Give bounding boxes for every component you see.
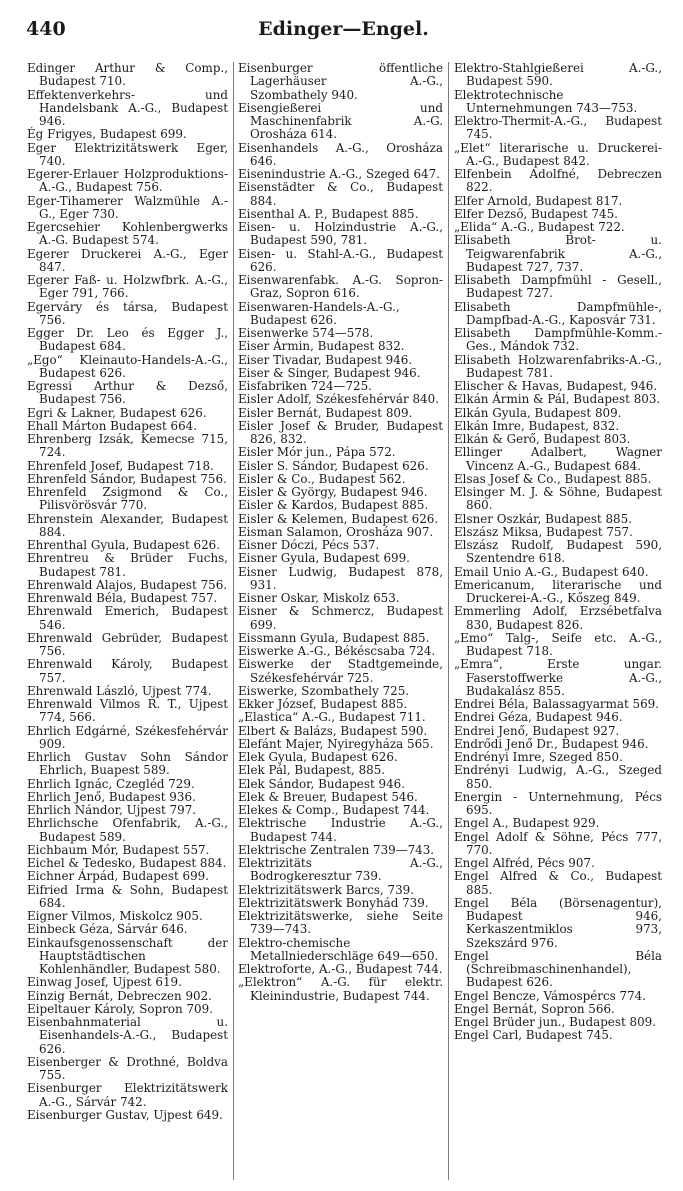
directory-entry: Eisner Ludwig, Budapest 878, 931. — [238, 564, 443, 592]
directory-entry: Eiswerke der Stadtgemeinde, Székesfehérvár 725. — [238, 657, 443, 685]
directory-entry: Elisabeth Dampfmühl - Gesell., Budapest 727. — [454, 273, 662, 301]
directory-entry: Eisner Gyula, Budapest 699. — [238, 551, 410, 566]
directory-entry: Ehrenberg Izsák, Kemecse 715, 724. — [27, 432, 228, 460]
directory-entry: Ehrenwald Gebrüder, Budapest 756. — [27, 630, 228, 658]
directory-entry: Engel A., Budapest 929. — [454, 816, 600, 831]
directory-entry: Eger Elektrizitätswerk Eger, 740. — [27, 140, 228, 168]
directory-entry: Eisenstädter & Co., Budapest 884. — [238, 180, 443, 208]
directory-entry: Engel Béla (Schreibmaschinenhandel), Budapest 626. — [454, 948, 662, 990]
directory-entry: „Elektron“ A.-G. für elektr. Kleinindustrie, Budapest 744. — [238, 975, 443, 1003]
directory-entry: Ehrlich Jenő, Budapest 936. — [27, 789, 196, 804]
directory-entry: Eisenberger & Drothné, Boldva 755. — [27, 1054, 228, 1082]
directory-entry: Ehrenwald Béla, Budapest 757. — [27, 591, 218, 605]
directory-entry: Ehrenwald Károly, Budapest 757. — [27, 657, 228, 685]
directory-entry: Eisman Salamon, Orosháza 907. — [238, 524, 434, 539]
directory-entry: Eiser Tivadar, Budapest 946. — [238, 352, 413, 367]
directory-entry: Emmerling Adolf, Erzsébetfalva 830, Budapest 826. — [454, 604, 662, 632]
column-rule — [448, 62, 449, 1180]
directory-entry: Egressi Arthur & Dezső, Budapest 756. — [27, 379, 228, 407]
directory-entry: „Ego“ Kleinauto-Handels-A.-G., Budapest 626. — [27, 352, 228, 380]
directory-entry: Elektroforte, A.-G., Budapest 744. — [238, 962, 443, 976]
column-1 — [27, 62, 228, 1122]
directory-entry: Elektrizitäts A.-G., Bodrogkeresztur 739. — [238, 856, 443, 884]
directory-entry: Engel Alfréd, Pécs 907. — [454, 856, 595, 870]
column-2 — [238, 62, 443, 1003]
directory-entry: Ehall Márton Budapest 664. — [27, 418, 198, 433]
directory-entry: Elektro-chemische Metallniederschläge 649—650. — [238, 935, 439, 963]
directory-entry: Engel Alfred & Co., Budapest 885. — [454, 869, 662, 897]
directory-entry: Eisenburger öffentliche Lagerhäuser A.-G., Szombathely 940. — [238, 61, 443, 102]
directory-entry: Eisler Mór jun., Pápa 572. — [238, 445, 396, 460]
directory-entry: Elefánt Majer, Nyiregyháza 565. — [238, 736, 434, 751]
directory-entry: Engel Carl, Budapest 745. — [454, 1028, 613, 1043]
directory-entry: Eisler & Kelemen, Budapest 626. — [238, 511, 439, 526]
directory-entry: Endrényi Imre, Szeged 850. — [454, 750, 623, 764]
directory-entry: Eisner & Schmercz, Budapest 699. — [238, 604, 443, 632]
directory-entry: Elekes & Comp., Budapest 744. — [238, 803, 430, 817]
directory-entry: Ehrlichsche Ofenfabrik, A.-G., Budapest 589. — [27, 816, 228, 844]
directory-entry: Eisenburger Gustav, Ujpest 649. — [27, 1107, 223, 1122]
directory-entry: Engel Bencze, Vámospércs 774. — [454, 988, 646, 1003]
directory-entry: Elektrizitätswerke, siehe Seite 739—743. — [238, 909, 443, 937]
directory-entry: Eiswerke, Szombathely 725. — [238, 683, 410, 698]
directory-entry: Eichner Árpád, Budapest 699. — [27, 869, 209, 884]
directory-entry: Elisabeth Holzwarenfabriks-A.-G., Budapest 781. — [454, 352, 662, 380]
directory-entry: Eisenwerke 574—578. — [238, 326, 374, 340]
directory-entry: Egerváry és társa, Budapest 756. — [27, 299, 228, 327]
directory-entry: Elszász Miksa, Budapest 757. — [454, 524, 633, 539]
directory-entry: Ehrlich Ignác, Czegléd 729. — [27, 776, 195, 791]
directory-entry: Ehrenstein Alexander, Budapest 884. — [27, 511, 228, 539]
directory-entry: Eichel & Tedesko, Budapest 884. — [27, 856, 227, 870]
directory-entry: Elsner Oszkár, Budapest 885. — [454, 511, 632, 526]
directory-entry: Elektrische Industrie A.-G., Budapest 744. — [238, 816, 443, 844]
directory-entry: Ehrentreu & Brüder Fuchs, Budapest 781. — [27, 551, 228, 579]
directory-entry: Elfer Dezső, Budapest 745. — [454, 206, 618, 221]
directory-entry: Ehrenfeld Zsigmond & Co., Pilisvörösvár 770. — [27, 485, 228, 513]
running-title: Edinger—Engel. — [258, 18, 429, 40]
directory-entry: Eiser Ármin, Budapest 832. — [238, 339, 405, 354]
directory-entry: Ég Frigyes, Budapest 699. — [27, 127, 187, 142]
directory-entry: Elfer Arnold, Budapest 817. — [454, 193, 623, 208]
directory-entry: Eiswerke A.-G., Békéscsaba 724. — [238, 644, 436, 658]
directory-entry: Eisler S. Sándor, Budapest 626. — [238, 458, 429, 473]
directory-entry: Eisen- u. Stahl-A.-G., Budapest 626. — [238, 246, 443, 274]
directory-entry: Eisenbahnmaterial u. Eisenhandels-A.-G., Budapest 626. — [27, 1015, 228, 1056]
directory-entry: Elkán Imre, Budapest, 832. — [454, 418, 620, 433]
directory-entry: Eisler Josef & Bruder, Budapest 826, 832. — [238, 418, 443, 446]
directory-entry: Egger Dr. Leo és Egger J., Budapest 684. — [27, 326, 228, 354]
directory-entry: Einzig Bernát, Debreczen 902. — [27, 988, 212, 1003]
directory-entry: Energin - Unternehmung, Pécs 695. — [454, 789, 662, 817]
directory-entry: Eifried Irma & Sohn, Budapest 684. — [27, 882, 228, 910]
directory-entry: Engel Brüder jun., Budapest 809. — [454, 1015, 656, 1029]
directory-entry: Eisenhandels A.-G., Orosháza 646. — [238, 140, 443, 168]
directory-entry: Ehrenwald Vilmos R. T., Ujpest 774, 566. — [27, 697, 228, 725]
directory-entry: Eisler & Kardos, Budapest 885. — [238, 498, 429, 513]
directory-entry: Endrei Géza, Budapest 946. — [454, 710, 623, 725]
directory-entry: Egri & Lakner, Budapest 626. — [27, 405, 207, 420]
directory-entry: Eisenindustrie A.-G., Szeged 647. — [238, 167, 440, 181]
directory-entry: Ehrlich Edgárné, Székesfehérvár 909. — [27, 723, 228, 751]
directory-entry: Egerer-Erlauer Holzproduktions-A.-G., Budapest 756. — [27, 167, 228, 195]
directory-entry: Effektenverkehrs- und Handelsbank A.-G., Budapest 946. — [27, 87, 228, 128]
directory-entry: Elek Sándor, Budapest 946. — [238, 776, 405, 791]
directory-entry: Endrényi Ludwig, A.-G., Szeged 850. — [454, 763, 662, 791]
directory-entry: „Elastica“ A.-G., Budapest 711. — [238, 710, 426, 725]
directory-entry: Eisen- u. Holzindustrie A.-G., Budapest 590, 781. — [238, 220, 443, 248]
directory-entry: Elisabeth Brot- u. Teigwarenfabrik A.-G., Budapest 727, 737. — [454, 233, 662, 274]
directory-entry: Egerer Druckerei A.-G., Eger 847. — [27, 246, 228, 274]
directory-entry: Eisfabriken 724—725. — [238, 379, 372, 393]
directory-entry: Edinger Arthur & Comp., Budapest 710. — [27, 61, 228, 89]
directory-entry: Eisler Bernát, Budapest 809. — [238, 405, 413, 420]
page-number: 440 — [26, 18, 66, 40]
directory-entry: Eisenwarenfabk. A.-G. Sopron-Graz, Sopron 616. — [238, 273, 443, 301]
directory-entry: Eisler & György, Budapest 946. — [238, 485, 428, 499]
directory-entry: Eissmann Gyula, Budapest 885. — [238, 630, 430, 645]
directory-entry: Eigner Vilmos, Miskolcz 905. — [27, 909, 203, 923]
directory-entry: Elektrische Zentralen 739—743. — [238, 842, 435, 857]
directory-entry: Ehrenfeld Sándor, Budapest 756. — [27, 471, 227, 486]
directory-entry: Eisner Dóczi, Pécs 537. — [238, 538, 380, 552]
directory-entry: Elek & Breuer, Budapest 546. — [238, 789, 418, 804]
directory-entry: Elkán Gyula, Budapest 809. — [454, 405, 622, 420]
directory-entry: Ehrlich Gustav Sohn Sándor Ehrlich, Buapest 589. — [27, 750, 228, 778]
directory-entry: Elischer & Havas, Budapest, 946. — [454, 379, 658, 393]
directory-entry: Engel Bernát, Sopron 566. — [454, 1001, 615, 1016]
directory-entry: Endrei Jenő, Budapest 927. — [454, 723, 620, 738]
directory-entry: Eger-Tihamerer Walzmühle A.-G., Eger 730. — [27, 193, 228, 221]
directory-entry: Einwag Josef, Ujpest 619. — [27, 975, 182, 990]
directory-entry: Eisner Oskar, Miskolz 653. — [238, 591, 400, 605]
directory-entry: Elek Gyula, Budapest 626. — [238, 750, 398, 764]
directory-entry: Eisenburger Elektrizitätswerk A.-G., Sárvár 742. — [27, 1081, 228, 1109]
directory-entry: Ehrenthal Gyula, Budapest 626. — [27, 538, 221, 552]
directory-entry: „Elet“ literarische u. Druckerei-A.-G., Budapest 842. — [454, 140, 662, 168]
directory-entry: Elisabeth Dampfmühle-Komm.-Ges., Mándok 732. — [454, 326, 662, 354]
directory-entry: Engel Béla (Börsenagentur), Budapest 946, Kerkaszentmiklos 973, Szekszárd 976. — [454, 895, 662, 950]
directory-entry: Elsas Josef & Co., Budapest 885. — [454, 471, 652, 486]
directory-entry: Ellinger Adalbert, Wagner Vincenz A.-G., Budapest 684. — [454, 445, 662, 473]
directory-entry: Einbeck Géza, Sárvár 646. — [27, 922, 188, 937]
directory-entry: Endrei Béla, Balassagyarmat 569. — [454, 697, 659, 711]
directory-entry: Eisler & Co., Budapest 562. — [238, 471, 406, 486]
directory-entry: Ehrenwald László, Ujpest 774. — [27, 683, 212, 698]
directory-entry: Emericanum, literarische und Druckerei-A.-G., Kőszeg 849. — [454, 577, 662, 605]
directory-entry: Elfenbein Adolfné, Debreczen 822. — [454, 167, 662, 195]
directory-entry: Ehrenfeld Josef, Budapest 718. — [27, 458, 214, 473]
directory-entry: Elkán Ármin & Pál, Budapest 803. — [454, 392, 661, 407]
directory-entry: „Emra“, Erste ungar. Faserstoffwerke A.-G., Budakalász 855. — [454, 657, 662, 698]
directory-entry: Ehrlich Nándor, Ujpest 797. — [27, 803, 197, 817]
directory-entry: Egercsehier Kohlenbergwerks A.-G. Budapest 574. — [27, 220, 228, 248]
directory-entry: Elisabeth Dampfmühle-, Dampfbad-A.-G., Kaposvár 731. — [454, 299, 662, 327]
directory-entry: Eisengießerei und Maschinenfabrik A.-G. Orosháza 614. — [238, 100, 443, 142]
directory-entry: Elektro-Thermit-A.-G., Budapest 745. — [454, 114, 662, 142]
directory-entry: Einkaufsgenossenschaft der Hauptstädtischen Kohlenhändler, Budapest 580. — [27, 935, 228, 976]
directory-entry: Eichbaum Mór, Budapest 557. — [27, 842, 210, 857]
directory-entry: Elek Pál, Budapest, 885. — [238, 763, 386, 778]
directory-entry: Elektro-Stahlgießerei A.-G., Budapest 590. — [454, 61, 662, 89]
directory-entry: Elektrotechnische Unternehmungen 743—753. — [454, 87, 638, 115]
directory-entry: Endrődi Jenő Dr., Budapest 946. — [454, 736, 649, 751]
directory-entry: Elkán & Gerő, Budapest 803. — [454, 432, 631, 446]
directory-entry: Eisenwaren-Handels-A.-G., Budapest 626. — [238, 299, 400, 327]
column-3 — [454, 62, 662, 1043]
directory-entry: „Elida“ A.-G., Budapest 722. — [454, 220, 625, 234]
directory-entry: Elektrizitätswerk Barcs, 739. — [238, 882, 414, 897]
directory-entry: Ekker József, Budapest 885. — [238, 697, 408, 711]
directory-entry: Eisler Adolf, Székesfehérvár 840. — [238, 392, 439, 407]
directory-entry: Elbert & Balázs, Budapest 590. — [238, 723, 428, 738]
directory-entry: „Emo“ Talg-, Seife etc. A.-G., Budapest 718. — [454, 630, 662, 658]
directory-entry: Eipeltauer Károly, Sopron 709. — [27, 1001, 213, 1016]
directory-entry: Engel Adolf & Söhne, Pécs 777, 770. — [454, 829, 662, 857]
directory-entry: Ehrenwald Emerich, Budapest 546. — [27, 604, 228, 632]
directory-entry: Eiser & Singer, Budapest 946. — [238, 365, 421, 380]
column-rule — [233, 62, 234, 1180]
directory-entry: Egerer Faß- u. Holzwfbrk. A.-G., Eger 791, 766. — [27, 273, 228, 301]
directory-entry: Ehrenwald Alajos, Budapest 756. — [27, 577, 228, 592]
page-header — [26, 16, 661, 42]
directory-entry: Elektrizitätswerk Bonyhád 739. — [238, 895, 429, 910]
directory-entry: Elszász Rudolf, Budapest 590, Szentendre 618. — [454, 538, 662, 566]
directory-entry: Email Unio A.-G., Budapest 640. — [454, 564, 649, 579]
directory-entry: Elsinger M. J. & Söhne, Budapest 860. — [454, 485, 662, 513]
directory-entry: Eisenthal A. P., Budapest 885. — [238, 206, 419, 221]
